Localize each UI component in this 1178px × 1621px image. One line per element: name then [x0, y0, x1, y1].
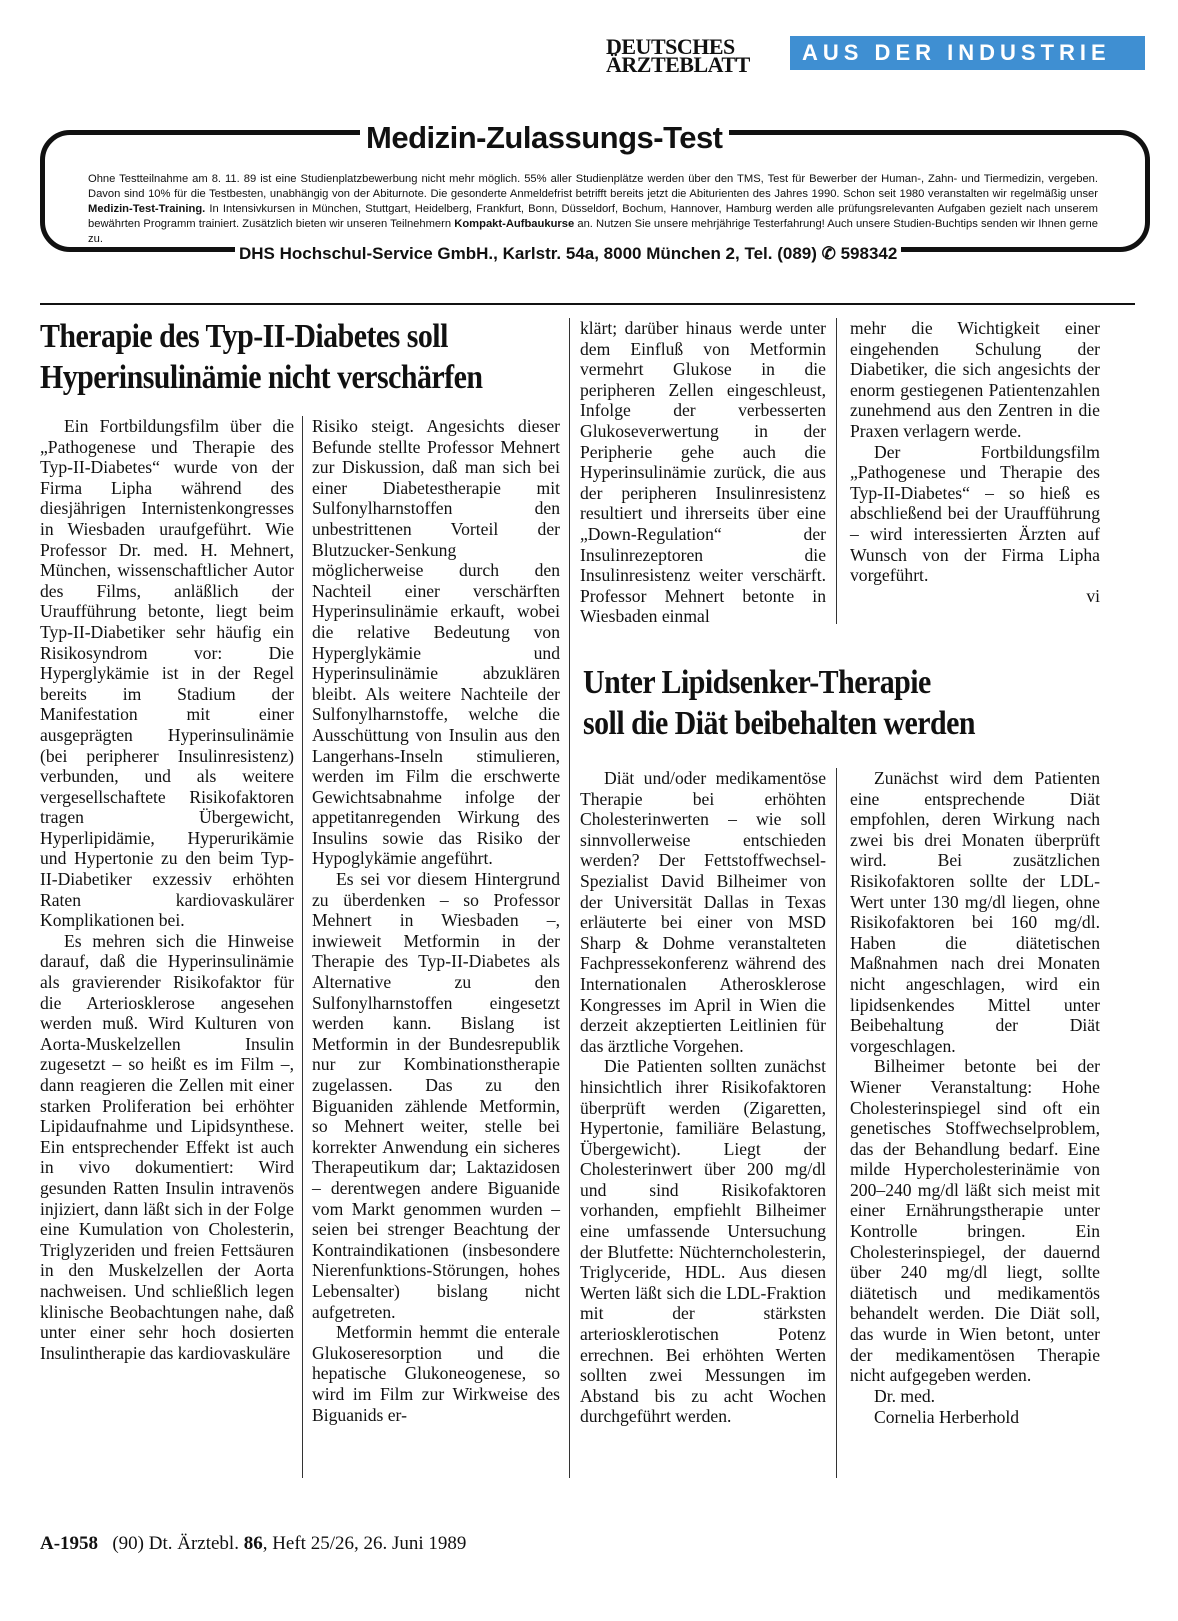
article1-paragraph: mehr die Wichtigkeit einer eingehenden Schulung der Diabetiker, die sich angesichts der enorm gestiegenen Patientenzahlen zunehmend aus den Zentren in die Praxen verlagern werde.	[850, 318, 1100, 441]
article1-headline	[40, 316, 482, 398]
page-code: A-1958	[40, 1533, 99, 1554]
article1-paragraph: Es sei vor diesem Hintergrund zu überdenken – so Professor Mehnert in Wiesbaden –, inwieweit Metformin in der Therapie des Typ-II-Diabetes als Alternative zu den Sulfonylharnstoffen eingesetzt werden kann. Bislang ist Metformin in der Bundesrepublik nur zur Kombinationstherapie zugelassen. Das zu den Biguaniden zählende Metformin, so Mehnert weiter, stelle bei korrekter Anwendung ein sicheres Therapeutikum dar; Laktazidosen – derentwegen andere Biguanide vom Markt genommen wurden – seien bei strenger Beachtung der Kontraindikationen (insbesondere Nierenfunktions-Störungen, hohes Lebensalter) bislang nicht aufgetreten.	[312, 869, 560, 1322]
article1-paragraph: Risiko steigt. Angesichts dieser Befunde stellte Professor Mehnert zur Diskussion, daß man sich bei einer Diabetestherapie mit Sulfonylharnstoffen den unbestrittenen Vorteil der Blutzucker-Senkung möglicherweise durch den Nachteil einer verschärften Hyperinsulinämie erkauft, wobei die relative Bedeutung von Hyperglykämie und Hyperinsulinämie abzuklären bleibt. Als weitere Nachteile der Sulfonylharnstoffe, welche die Ausschüttung von Insulin aus den Langerhans-Inseln stimulieren, werden im Film die erschwerte Gewichtsabnahme infolge der appetitanregenden Wirkung des Insulins sowie das Risiko der Hypoglykämie angeführt.	[312, 416, 560, 869]
page-number: (90)	[112, 1533, 144, 1554]
article1-column-2	[312, 416, 560, 1425]
article1-paragraph: Es mehren sich die Hinweise darauf, daß die Hyperinsulinämie als gravierender Risikofaktor für die Arteriosklerose angesehen werden muß. Wird Kulturen von Aorta-Muskelzellen Insulin zugesetzt – so heißt es im Film –, dann reagieren die Zellen mit einer starken Proliferation bei erhöhter Lipidaufnahme und Lipidsynthese. Ein entsprechender Effekt ist auch in vivo dokumentiert: Wird gesunden Ratten Insulin intravenös injiziert, dann läßt sich in der Folge eine Kumulation von Cholesterin, Triglyzeriden und freien Fettsäuren in den Muskelzellen der Aorta nachweisen. Und schließlich legen klinische Beobachtungen nahe, daß unter einer sehr hoch dosierten Insulintherapie das kardiovaskuläre	[40, 930, 294, 1363]
ad-bold-courses: Kompakt-Aufbaukurse	[454, 218, 575, 230]
column-rule	[836, 318, 837, 624]
ad-text-part-2: In Intensivkursen in München, Stuttgart, Heidelberg, Frankfurt, Bonn, Düsseldorf, Bochum, Hannover, Hamburg werden alle prüfungsrelevanten Aufgaben gezielt nach unserem bewährten Programm trainiert. Zusätzlich bieten wir unseren Teilnehmern	[88, 203, 1098, 230]
article1-headline-line-2: Hyperinsulinämie nicht verschärfen	[40, 359, 483, 396]
ad-text-part-3: an. Nutzen Sie unsere mehrjährige Testerfahrung! Auch unsere Studien-Buchtips senden wir Ihnen gerne zu.	[88, 218, 1098, 245]
article2-paragraph: Diät und/oder medikamentöse Therapie bei erhöhten Cholesterinwerten – wie soll sinnvollerweise entschieden werden? Der Fettstoffwechsel-Spezialist David Bilheimer von der Universität Dallas in Texas erläuterte bei einer von MSD Sharp & Dohme veranstalteten Fachpressekonferenz während des Internationalen Atherosklerose Kongresses im April in Wien die derzeit akzeptierten Leitlinien für das ärztliche Vorgehen.	[580, 768, 826, 1056]
article1-paragraph: klärt; darüber hinaus werde unter dem Einfluß von Metformin vermehrt Glukose in die peripheren Zellen eingeschleust, Infolge der verbesserten Glukoseverwertung in der Peripherie gehe auch die Hyperinsulinämie zurück, die aus der peripheren Insulinresistenz resultiert und ihrerseits über eine „Down-Regulation“ der Insulinrezeptoren die Insulinresistenz weiter verschärft. Professor Mehnert betonte in Wiesbaden einmal	[580, 318, 826, 627]
article2-headline	[583, 662, 975, 744]
section-banner: AUS DER INDUSTRIE	[790, 36, 1145, 70]
column-rule	[569, 318, 570, 1478]
ad-title: Medizin-Zulassungs-Test	[360, 120, 729, 156]
article2-author-name: Cornelia Herberhold	[874, 1406, 1020, 1427]
article1-paragraph: Metformin hemmt die enterale Glukoseresorption und die hepatische Glukoneogenese, so wird im Film zur Wirkweise des Biguanids er-	[312, 1322, 560, 1425]
article1-paragraph: Ein Fortbildungsfilm über die „Pathogenese und Therapie des Typ-II-Diabetes“ wurde von der Firma Lipha während des diesjährigen Internistenkongresses in Wiesbaden uraufgeführt. Wie Professor Dr. med. H. Mehnert, München, wissenschaftlicher Autor des Films, anläßlich der Uraufführung betonte, liegt beim Typ-II-Diabetiker sehr häufig ein Risikosyndrom vor: Die Hyperglykämie ist in der Regel bereits im Stadium der Manifestation mit einer ausgeprägten Hyperinsulinämie (bei peripherer Insulinresistenz) verbunden, und als weitere vergesellschaftete Risikofaktoren tragen Übergewicht, Hyperlipidämie, Hyperurikämie und Hypertonie zu den beim Typ-II-Diabetiker exzessiv erhöhten Raten kardiovaskulärer Komplikationen bei.	[40, 416, 294, 931]
article2-column-1	[580, 768, 826, 1427]
article2-author-title: Dr. med.	[874, 1385, 936, 1406]
article2-paragraph: Die Patienten sollten zunächst hinsichtlich ihrer Risikofaktoren überprüft werden (Zigaretten, Hypertonie, familiäre Belastung, Übergewicht). Liegt der Cholesterinwert über 200 mg/dl und sind Risikofaktoren vorhanden, empfiehlt Bilheimer eine umfassende Untersuchung der Blutfette: Nüchterncholesterin, Triglyceride, HDL. Aus diesen Werten läßt sich die LDL-Fraktion mit der stärksten arteriosklerotischen Potenz errechnen. Bei erhöhten Werten sollten zwei Messungen im Abstand bis zu acht Wochen durchgeführt werden.	[580, 1056, 826, 1427]
article1-column-4	[850, 318, 1100, 607]
article1-headline-line-1: Therapie des Typ-II-Diabetes soll	[40, 318, 448, 355]
page-footer	[40, 1532, 466, 1556]
article2-headline-line-1: Unter Lipidsenker-Therapie	[583, 664, 931, 701]
article2-paragraph: Bilheimer betonte bei der Wiener Veranstaltung: Hohe Cholesterinspiegel sind oft ein genetisches Stoffwechselproblem, das der Behandlung bedarf. Eine milde Hypercholesterinämie von 200–240 mg/dl läßt sich meist mit einer Ernährungstherapie unter Kontrolle bringen. Ein Cholesterinspiegel, der dauernd über 240 mg/dl liegt, sollte diätetisch und medikamentös behandelt werden. Die Diät soll, das wurde in Wien betont, unter der medikamentösen Therapie nicht aufgegeben werden.	[850, 1056, 1100, 1386]
journal-logo	[606, 34, 776, 77]
ad-body	[88, 172, 1098, 247]
article1-column-1	[40, 416, 294, 1363]
issue-info: , Heft 25/26, 26. Juni 1989	[262, 1533, 467, 1554]
article1-signature: vi	[1086, 585, 1100, 606]
article1-column-3	[580, 318, 826, 627]
column-rule	[302, 416, 303, 1478]
article2-headline-line-2: soll die Diät beibehalten werden	[583, 705, 976, 742]
volume-number: 86	[243, 1533, 263, 1554]
section-divider	[40, 303, 1135, 305]
column-rule	[836, 768, 837, 1478]
article1-paragraph: Der Fortbildungsfilm „Pathogenese und Therapie des Typ-II-Diabetes“ – so hieß es abschließend bei der Uraufführung – wird interessierten Ärzten auf Wunsch von der Firma Lipha vorgeführt.	[850, 441, 1100, 586]
ad-contact: DHS Hochschul-Service GmbH., Karlstr. 54a, 8000 München 2, Tel. (089) ✆ 598342	[235, 243, 901, 265]
article2-paragraph: Zunächst wird dem Patienten eine entsprechende Diät empfohlen, deren Wirkung nach zwei bis drei Monaten überprüft wird. Bei zusätzlichen Risikofaktoren sollte der LDL-Wert unter 130 mg/dl liegen, ohne Risikofaktoren bei 160 mg/dl. Haben die diätetischen Maßnahmen nach drei Monaten nicht angeschlagen, wird ein lipidsenkendes Mittel unter Beibehaltung der Diät vorgeschlagen.	[850, 768, 1100, 1056]
ad-bold-training: Medizin-Test-Training.	[88, 203, 206, 215]
logo-line-2: ÄRZTEBLATT	[606, 52, 750, 77]
ad-text-part-1: Ohne Testteilnahme am 8. 11. 89 ist eine Studienplatzbewerbung nicht mehr möglich. 55% aller Studienplätze werden über den TMS, Test für Bewerber der Human-, Zahn- und Tiermedizin, vergeben. Davon sind 10% für die Testbesten, unabhängig von der Abiturnote. Die gesonderte Anmeldefrist betrifft bereits jetzt die Abiturienten des Jahres 1990. Schon seit 1980 veranstalten wir regelmäßig unser	[88, 173, 1098, 200]
journal-abbrev: Dt. Ärztebl.	[148, 1533, 239, 1554]
article2-column-2	[850, 768, 1100, 1428]
logo-line-1: DEUTSCHES	[606, 34, 735, 59]
